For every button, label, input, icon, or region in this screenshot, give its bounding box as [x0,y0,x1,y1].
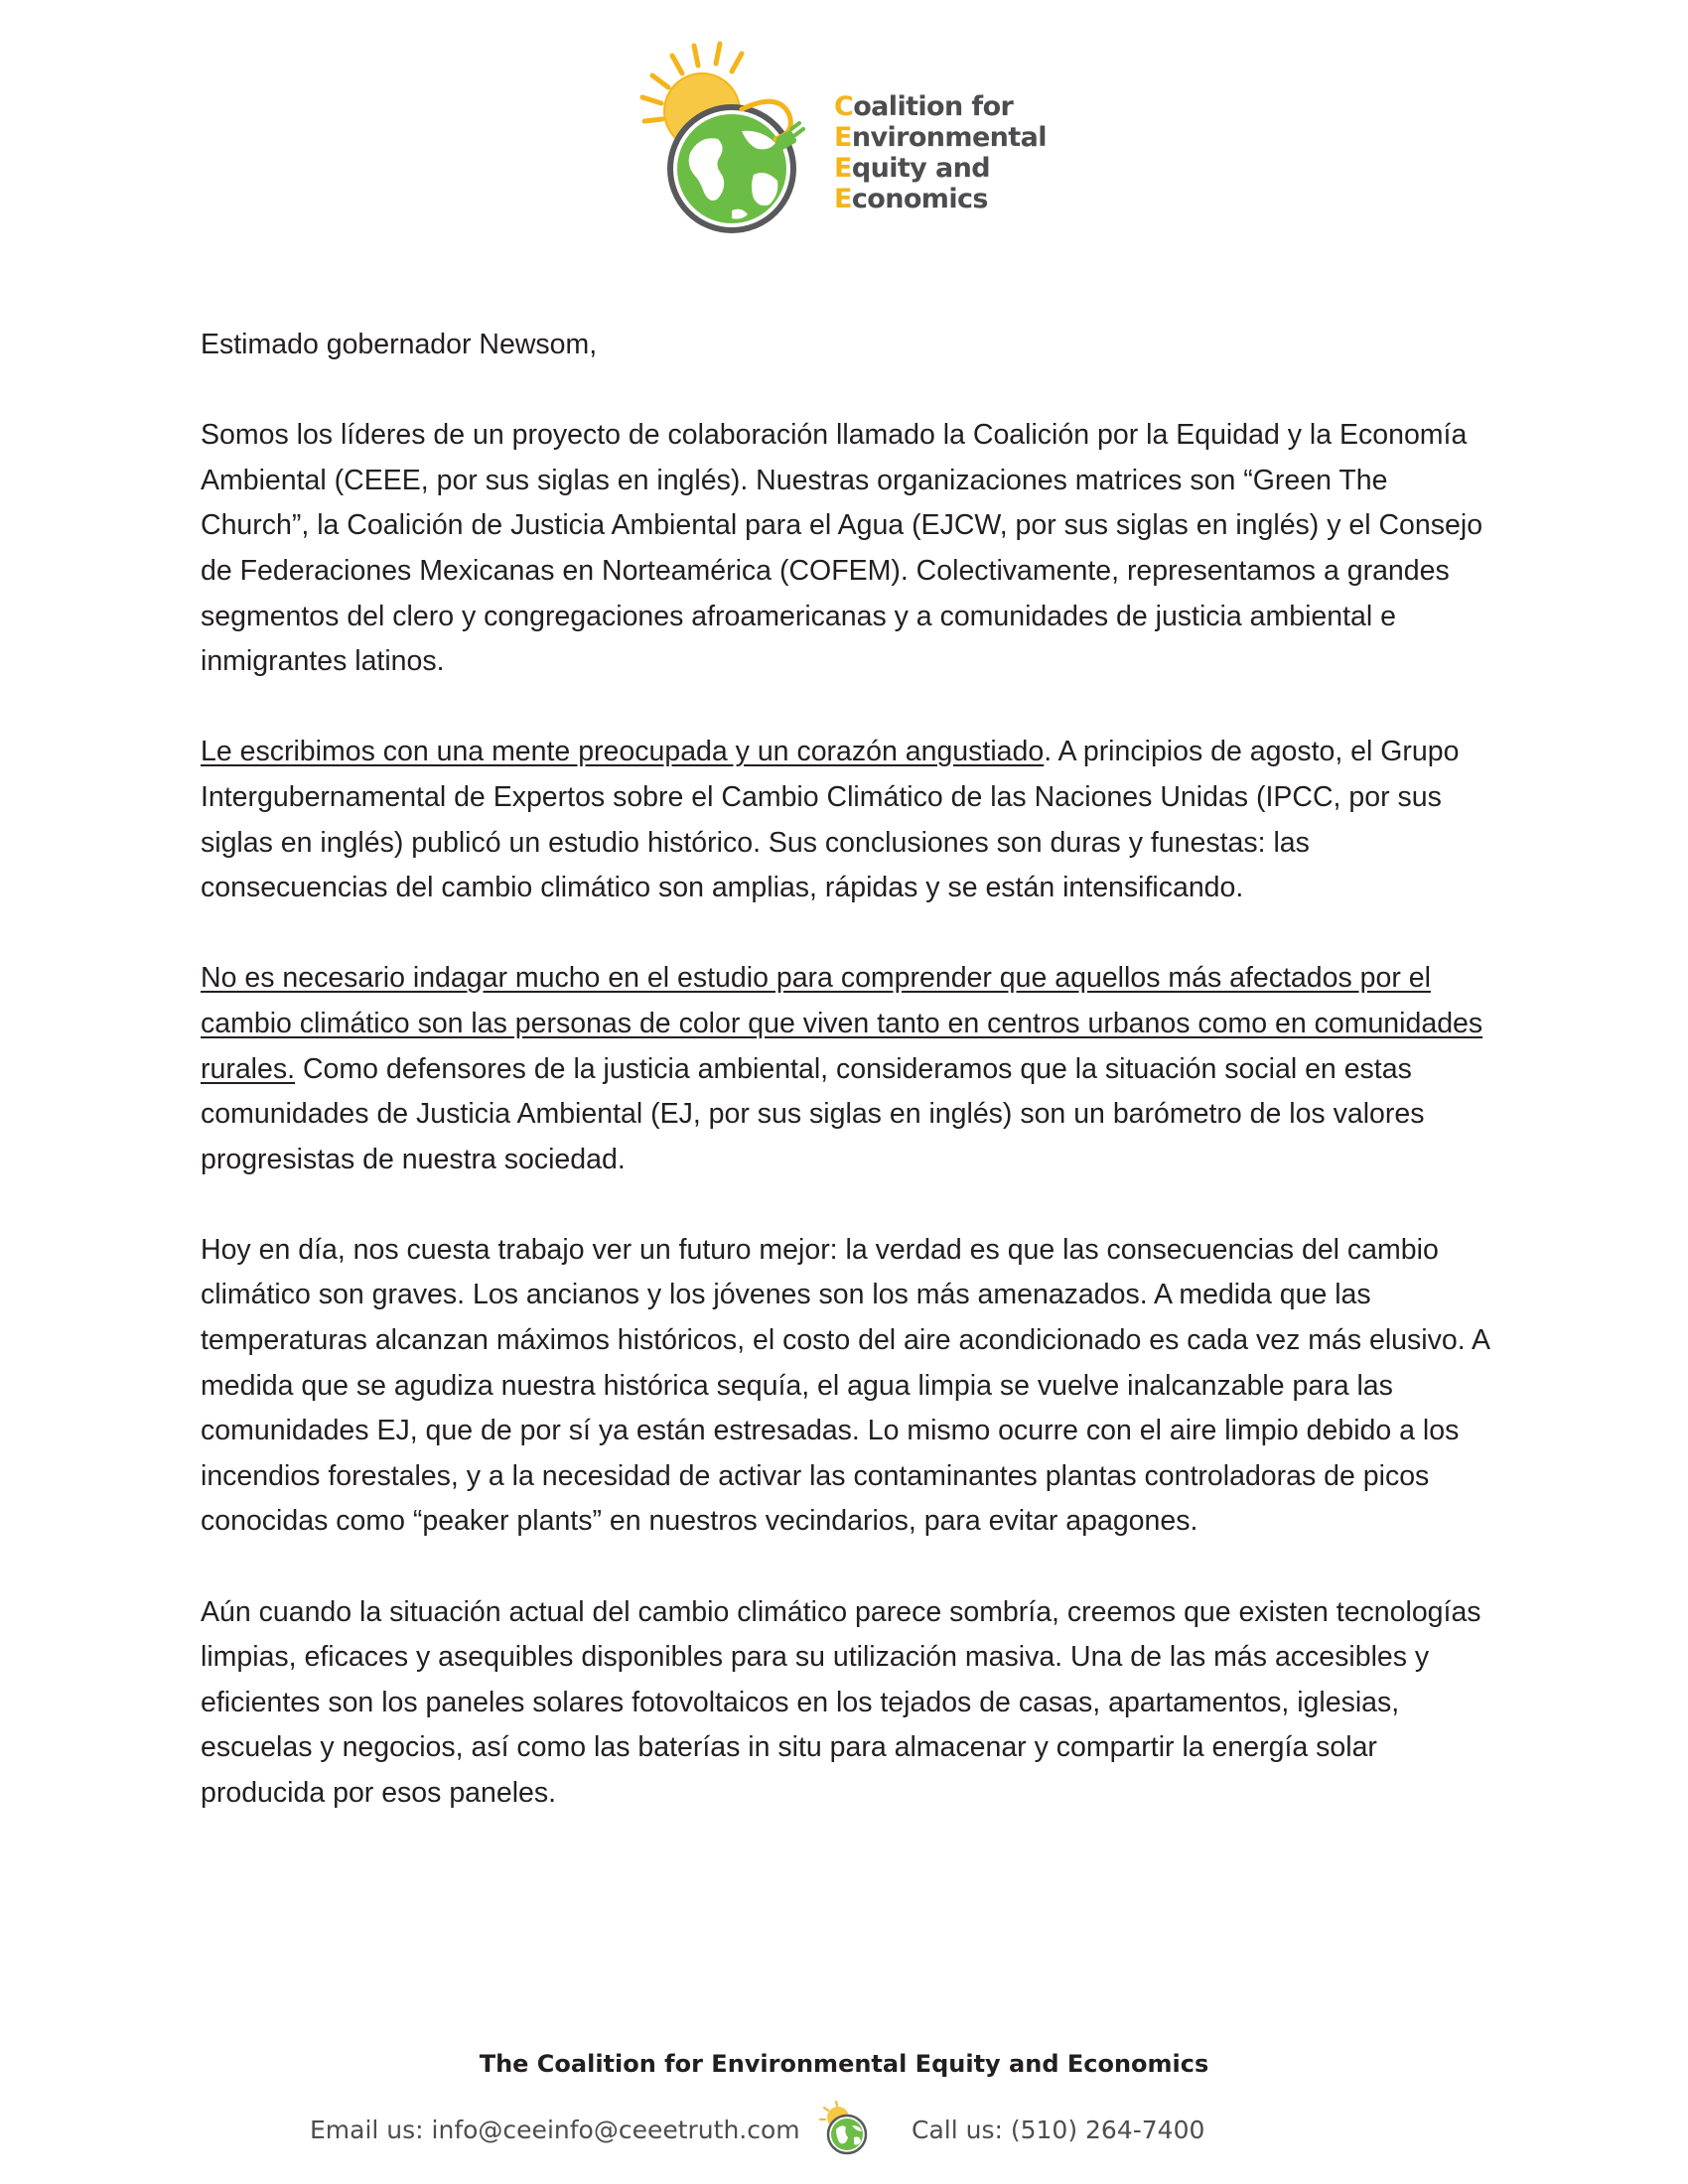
paragraph: Le escribimos con una mente preocupada y un corazón angustiado. A principios de agosto, el Grupo Intergubernamental de Expertos sobre el Cambio Climático de las Naciones Unidas (IPCC, por sus siglas en inglés) publicó un estudio histórico. Sus conclusiones son duras y funestas: las consecuencias del cambio climático son amplias, rápidas y se están intensificando. [201,736,1460,904]
underlined-sentence: Le escribimos con una mente preocupada y un corazón angustiado [201,736,1045,768]
logo-line: Environmental [834,122,1047,153]
paragraph: No es necesario indagar mucho en el estudio para comprender que aquellos más afectados por el cambio climático son las personas de color que viven tanto en centros urbanos como en comunidades rurales. Como defensores de la justicia ambiental, consideramos que la situación social en estas comunidades de Justicia Ambiental (EJ, por sus siglas en inglés) son un barómetro de los valores progresistas de nuestra sociedad. [201,962,1483,1175]
salutation: Estimado gobernador Newsom, [201,329,598,360]
logo-line: Equity and [834,153,990,184]
logo-line: Coalition for [834,91,1014,122]
paragraph: Aún cuando la situación actual del cambio climático parece sombría, creemos que existen tecnologías limpias, eficaces y asequibles disponibles para su utilización masiva. Una de las más accesibles y eficientes son los paneles solares fotovoltaicos en los tejados de casas, apartamentos, iglesias, escuelas y negocios, así como las baterías in situ para almacenar y compartir la energía solar producida por esos paneles. [201,1595,1481,1809]
sun-globe-plug-logo [631,36,829,244]
footer-title: The Coalition for Environmental Equity and Economics [479,2050,1209,2078]
phone-contact[interactable]: Call us: (510) 264-7400 [912,2116,1205,2144]
letterhead [631,36,1067,244]
organization-name [834,91,1047,214]
letter-body [201,323,1501,1861]
email-contact[interactable]: Email us: info@ceeinfo@ceeetruth.com [310,2116,800,2144]
globe-icon [816,2100,874,2157]
paragraph: Somos los líderes de un proyecto de colaboración llamado la Coalición por la Equidad y la Economía Ambiental (CEEE, por sus siglas en inglés). Nuestras organizaciones matrices son “Green The Church”, la Coalición de Justicia Ambiental para el Agua (EJCW, por sus siglas en inglés) y el Consejo de Federaciones Mexicanas en Norteamérica (COFEM). Colectivamente, representamos a grandes segmentos del clero y congregaciones afroamericanas y a comunidades de justicia ambiental e inmigrantes latinos. [201,419,1483,678]
underlined-sentence: No es necesario indagar mucho en el estudio para comprender que aquellos más afectados por el cambio climático son las personas de color que viven tanto en centros urbanos como en comunidades rurales. [201,962,1483,1085]
paragraph: Hoy en día, nos cuesta trabajo ver un futuro mejor: la verdad es que las consecuencias del cambio climático son graves. Los ancianos y los jóvenes son los más amenazados. A medida que las temperaturas alcanzan máximos históricos, el costo del aire acondicionado es cada vez más elusivo. A medida que se agudiza nuestra histórica sequía, el agua limpia se vuelve inalcanzable para las comunidades EJ, que de por sí ya están estresadas. Lo mismo ocurre con el aire limpio debido a los incendios forestales, y a la necesidad de activar las contaminantes plantas controladoras de picos conocidas como “peaker plants” en nuestros vecindarios, para evitar apagones. [201,1233,1489,1538]
logo-line: Economics [834,184,988,214]
footer-contact [0,2100,1688,2159]
